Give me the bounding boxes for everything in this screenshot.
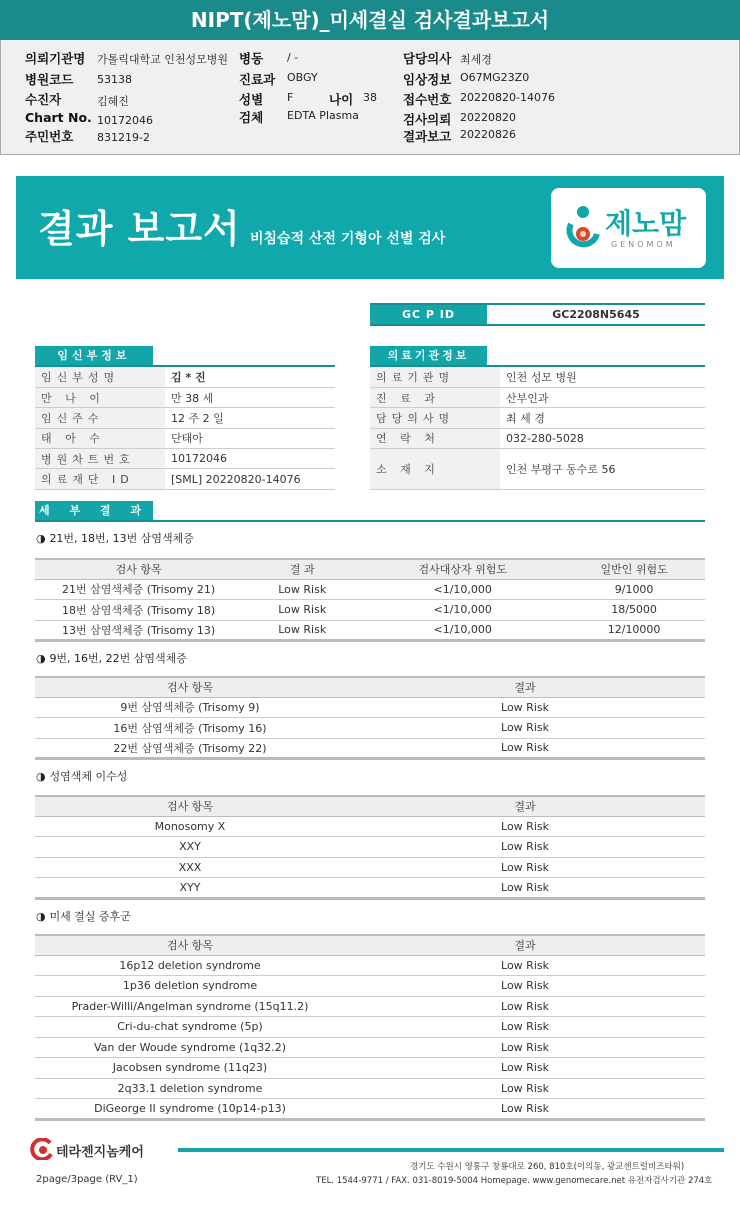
- detail-results-header: 세 부 결 과: [35, 501, 153, 521]
- table-cell: Low Risk: [345, 878, 705, 899]
- table-row: [35, 976, 705, 997]
- label: 결과보고: [403, 129, 452, 144]
- label: 담당의사: [403, 51, 452, 66]
- label: 임상정보: [403, 72, 452, 87]
- table-cell: <1/10,000: [362, 579, 563, 600]
- info-value: [SML] 20220820-14076: [165, 469, 335, 489]
- half-circle-icon: ◑: [36, 652, 50, 665]
- mother-baby-icon: [563, 204, 603, 252]
- value: F: [287, 91, 294, 104]
- value: O67MG23Z0: [460, 71, 530, 84]
- table-cell: 21번 삼염색체증 (Trisomy 21): [35, 579, 242, 600]
- table-header: [35, 796, 705, 816]
- info-value: 만 38 세: [165, 387, 335, 407]
- table-row: [35, 738, 705, 759]
- info-row: [35, 408, 335, 428]
- label: 성별: [239, 92, 264, 107]
- half-circle-icon: ◑: [36, 532, 50, 545]
- table-cell: Low Risk: [242, 579, 362, 600]
- value: 831219-2: [97, 131, 150, 144]
- section-title: [36, 908, 131, 924]
- value: 김혜진: [97, 95, 129, 108]
- table-cell: Low Risk: [345, 1037, 705, 1058]
- info-row: [35, 387, 335, 407]
- table-row: [35, 878, 705, 899]
- table-cell: Low Risk: [242, 600, 362, 621]
- info-row: [35, 469, 335, 489]
- info-key: 의료기관명: [370, 367, 500, 387]
- results-table: [35, 676, 705, 760]
- column-header: 결과: [345, 677, 705, 697]
- report-title: NIPT(제노맘)_미세결실 검사결과보고서: [0, 0, 740, 40]
- section-title-text: 성염색체 이수성: [49, 770, 128, 783]
- half-circle-icon: ◑: [36, 770, 50, 783]
- pregnant-info-table: [35, 367, 335, 490]
- table-cell: 22번 삼염색체증 (Trisomy 22): [35, 738, 345, 759]
- label: 병동: [239, 51, 264, 66]
- value: 20220826: [460, 128, 516, 141]
- section-title: [36, 650, 187, 666]
- label: 나이: [329, 92, 354, 107]
- banner-subtitle: 비침습적 산전 기형아 선별 검사: [250, 231, 446, 247]
- table-row: [35, 1017, 705, 1038]
- table-cell: <1/10,000: [362, 620, 563, 641]
- table-cell: 13번 삼염색체증 (Trisomy 13): [35, 620, 242, 641]
- company-contact: TEL. 1544-9771 / FAX. 031-8019-5004 Homepage. www.genomecare.net 유전자검사기관 274호: [316, 1176, 713, 1186]
- info-key: 병원차트번호: [35, 449, 165, 469]
- value: 20220820: [460, 111, 516, 124]
- info-key: 임신주수: [35, 408, 165, 428]
- value: 가톨릭대학교 인천성모병원: [97, 53, 229, 66]
- half-circle-icon: ◑: [36, 910, 50, 923]
- info-value: 인천 부평구 동수로 56: [500, 449, 705, 490]
- label: 접수번호: [403, 92, 452, 107]
- table-cell: 18/5000: [563, 600, 705, 621]
- results-table: [35, 558, 705, 642]
- info-row: [370, 387, 705, 407]
- table-row: [35, 1099, 705, 1120]
- column-header: 검사 항목: [35, 677, 345, 697]
- label: 주민번호: [25, 129, 74, 144]
- table-cell: Low Risk: [345, 976, 705, 997]
- info-value: 032-280-5028: [500, 428, 705, 448]
- column-header: 검사 항목: [35, 796, 345, 816]
- table-cell: <1/10,000: [362, 600, 563, 621]
- table-cell: Low Risk: [345, 857, 705, 878]
- section-title-text: 미세 결실 증후군: [49, 910, 131, 923]
- label: 의뢰기관명: [25, 51, 86, 66]
- table-row: [35, 816, 705, 837]
- section-title-text: 21번, 18번, 13번 삼염색체증: [49, 532, 194, 545]
- table-row: [35, 697, 705, 718]
- info-key: 소 재 지: [370, 449, 500, 490]
- value: 20220820-14076: [460, 91, 555, 104]
- info-row: [370, 428, 705, 448]
- table-cell: Jacobsen syndrome (11q23): [35, 1058, 345, 1079]
- table-row: [35, 955, 705, 976]
- page-number: 2page/3page (RV_1): [36, 1174, 138, 1185]
- order-header: [0, 40, 740, 155]
- results-table: [35, 934, 705, 1121]
- company-address: 경기도 수원시 영통구 창룡대로 260, 810호(이의동, 광교센트럴비즈타워): [410, 1162, 685, 1172]
- info-row: [370, 408, 705, 428]
- clinic-info-table: [370, 367, 705, 490]
- info-key: 진 료 과: [370, 387, 500, 407]
- table-row: [35, 857, 705, 878]
- table-cell: Low Risk: [345, 837, 705, 858]
- value: EDTA Plasma: [287, 109, 359, 122]
- info-key: 의료재단 ID: [35, 469, 165, 489]
- info-key: 담당의사명: [370, 408, 500, 428]
- table-row: [35, 996, 705, 1017]
- info-row: [35, 367, 335, 387]
- table-cell: 12/10000: [563, 620, 705, 641]
- value: OBGY: [287, 71, 318, 84]
- info-value: 10172046: [165, 449, 335, 469]
- table-cell: Low Risk: [345, 697, 705, 718]
- table-row: [35, 600, 705, 621]
- info-key: 연 락 처: [370, 428, 500, 448]
- column-header: 검사 항목: [35, 935, 345, 955]
- terragen-logo-icon: [30, 1138, 54, 1160]
- info-row: [370, 449, 705, 490]
- table-cell: 1p36 deletion syndrome: [35, 976, 345, 997]
- table-cell: 16p12 deletion syndrome: [35, 955, 345, 976]
- table-cell: Low Risk: [345, 738, 705, 759]
- label: 병원코드: [25, 72, 74, 87]
- table-cell: Low Risk: [345, 955, 705, 976]
- table-cell: 18번 삼염색체증 (Trisomy 18): [35, 600, 242, 621]
- info-key: 만 나 이: [35, 387, 165, 407]
- column-header: 검사대상자 위험도: [362, 559, 563, 579]
- table-cell: Low Risk: [345, 1078, 705, 1099]
- section-title-text: 9번, 16번, 22번 삼염색체증: [49, 652, 187, 665]
- pregnant-info-header: 임신부정보: [35, 346, 153, 366]
- table-header: [35, 677, 705, 697]
- table-header: [35, 559, 705, 579]
- table-cell: Low Risk: [345, 996, 705, 1017]
- banner-title: 결과 보고서: [38, 207, 241, 251]
- info-row: [35, 428, 335, 448]
- company-name: 테라젠지놈케어: [56, 1145, 144, 1160]
- report-banner: [16, 176, 724, 279]
- info-value: 단태아: [165, 428, 335, 448]
- results-table: [35, 795, 705, 900]
- info-value: 산부인과: [500, 387, 705, 407]
- table-row: [35, 1078, 705, 1099]
- table-row: [35, 1058, 705, 1079]
- table-cell: 2q33.1 deletion syndrome: [35, 1078, 345, 1099]
- clinic-info-header: 의료기관정보: [370, 346, 487, 366]
- table-cell: Cri-du-chat syndrome (5p): [35, 1017, 345, 1038]
- table-cell: Monosomy X: [35, 816, 345, 837]
- table-cell: Low Risk: [345, 816, 705, 837]
- company-logo: [30, 1138, 144, 1164]
- label: 검체: [239, 110, 264, 125]
- gcp-id-value: GC2208N5645: [552, 308, 640, 321]
- table-cell: Low Risk: [345, 1099, 705, 1120]
- info-row: [35, 449, 335, 469]
- info-key: 태 아 수: [35, 428, 165, 448]
- label: Chart No.: [25, 110, 92, 125]
- table-cell: 9/1000: [563, 579, 705, 600]
- table-cell: Low Risk: [242, 620, 362, 641]
- section-title: [36, 530, 194, 546]
- genomom-logo: [551, 188, 706, 268]
- gcp-id-label: GC P ID: [370, 305, 487, 325]
- table-row: [35, 837, 705, 858]
- table-cell: Van der Woude syndrome (1q32.2): [35, 1037, 345, 1058]
- table-cell: 16번 삼염색체증 (Trisomy 16): [35, 718, 345, 739]
- column-header: 검사 항목: [35, 559, 242, 579]
- table-header: [35, 935, 705, 955]
- table-cell: Low Risk: [345, 718, 705, 739]
- info-value: 인천 성모 병원: [500, 367, 705, 387]
- section-title: [36, 768, 127, 784]
- column-header: 결 과: [242, 559, 362, 579]
- info-value: 12 주 2 일: [165, 408, 335, 428]
- info-value: 최 세 경: [500, 408, 705, 428]
- table-row: [35, 620, 705, 641]
- label: 수진자: [25, 92, 62, 107]
- value: 최세경: [460, 53, 492, 66]
- column-header: 일반인 위험도: [563, 559, 705, 579]
- column-header: 결과: [345, 796, 705, 816]
- table-row: [35, 718, 705, 739]
- table-cell: Prader-Willi/Angelman syndrome (15q11.2): [35, 996, 345, 1017]
- info-row: [370, 367, 705, 387]
- value: / -: [287, 51, 299, 64]
- label: 검사의뢰: [403, 112, 452, 127]
- value: 38: [363, 91, 377, 104]
- table-cell: Low Risk: [345, 1058, 705, 1079]
- value: 10172046: [97, 114, 153, 127]
- label: 진료과: [239, 72, 276, 87]
- column-header: 결과: [345, 935, 705, 955]
- table-cell: XYY: [35, 878, 345, 899]
- info-key: 임신부성명: [35, 367, 165, 387]
- logo-sub: GENOMOM: [611, 240, 676, 249]
- table-row: [35, 1037, 705, 1058]
- table-cell: XXY: [35, 837, 345, 858]
- table-row: [35, 579, 705, 600]
- table-cell: 9번 삼염색체증 (Trisomy 9): [35, 697, 345, 718]
- table-cell: DiGeorge II syndrome (10p14-p13): [35, 1099, 345, 1120]
- logo-text: 제노맘: [605, 207, 687, 240]
- table-cell: Low Risk: [345, 1017, 705, 1038]
- value: 53138: [97, 73, 132, 86]
- table-cell: XXX: [35, 857, 345, 878]
- info-value: 김 * 진: [165, 367, 335, 387]
